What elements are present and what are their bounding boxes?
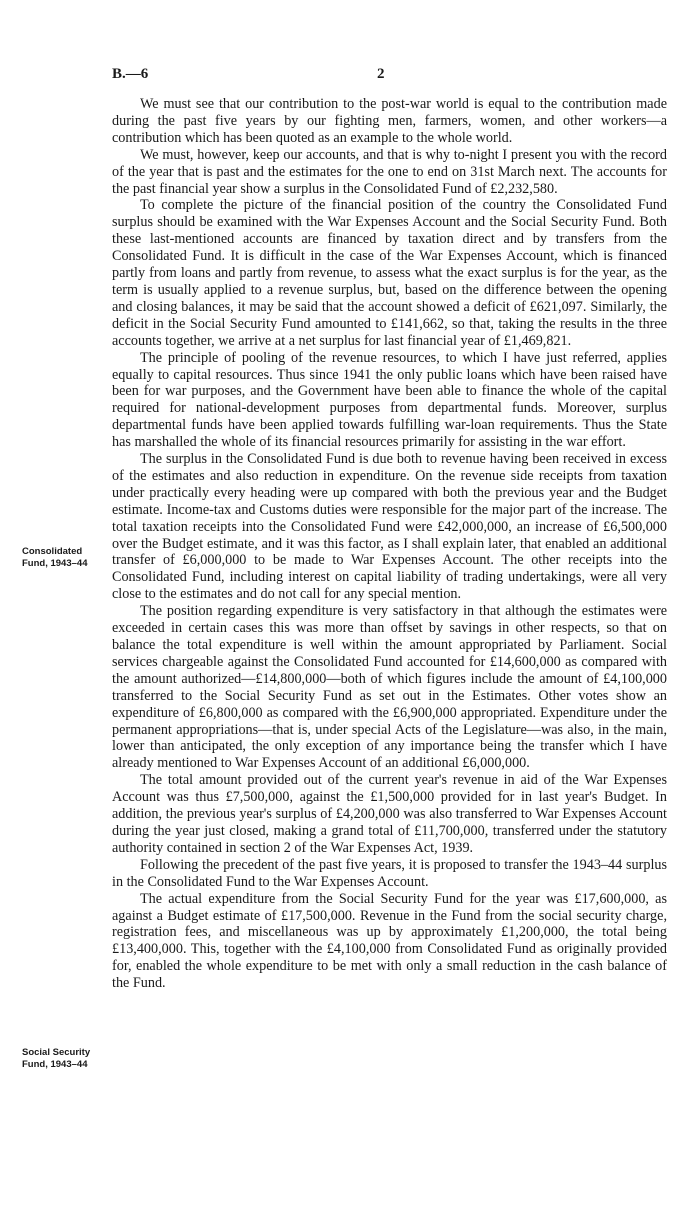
margin-note-line: Fund, 1943–44 bbox=[22, 557, 88, 569]
margin-note-line: Fund, 1943–44 bbox=[22, 1058, 88, 1070]
paragraph-financial-position: To complete the picture of the financial position of the country the Consolidated Fund surplus should be examined with the War Expenses Account and the Social Security Fund. Both these last-mentioned accounts are financed by taxation direct and by transfers from the Consolidated Fund. It is difficult in the case of the War Expenses Account, which is financed partly from loans and partly from revenue, to assess what the exact surplus is for the year, as the term is usually applied to a revenue surplus, but, based on the difference between the opening and closing balances, it may be said that the account showed a deficit of £621,097. Similarly, the deficit in the Social Security Fund amounted to £141,662, so that, taking the results in the three accounts together, we arrive at a net surplus for last financial year of £1,469,821. bbox=[112, 197, 667, 349]
paragraph-intro: We must see that our contribution to the post-war world is equal to the contribution made during the past five years by our fighting men, farmers, women, and other workers—a contribution which has been quoted as an example to the whole world. bbox=[112, 96, 667, 146]
paragraph-expenditure: The position regarding expenditure is very satisfactory in that although the estimates were exceeded in certain cases this was more than offset by savings in other respects, so that on balance the total expenditure is well within the amount appropriated by Parliament. Social services chargeable against the Consolidated Fund accounted for £14,600,000 as compared with the amount authorized—£14,800,000—both of which figures include the amount of £4,100,000 transferred to the Social Security Fund as set out in the Estimates. Other votes show an expenditure of £6,800,000 as compared with the £6,900,000 appropriated. Expenditure under the permanent appropriations—that is, under special Acts of the Legislature—was also, in the main, lower than anticipated, the only exception of any importance being the transfer which I have already mentioned to War Expenses Account of an additional £6,000,000. bbox=[112, 603, 667, 772]
body-text bbox=[112, 96, 667, 992]
paragraph-accounts: We must, however, keep our accounts, and that is why to-night I present you with the record of the year that is past and the estimates for the one to end on 31st March next. The accounts for the past financial year show a surplus in the Consolidated Fund of £2,232,580. bbox=[112, 146, 667, 197]
paragraph-consolidated-surplus: The surplus in the Consolidated Fund is due both to revenue having been received in excess of the estimates and also reduction in expenditure. On the revenue side receipts from taxation under practically every heading were up compared with both the previous year and the Budget estimate. Income-tax and Customs duties were responsible for the major part of the increase. The total taxation receipts into the Consolidated Fund were £42,000,000, an increase of £6,500,000 over the Budget estimate, and it was this factor, as I shall explain later, that enabled an additional transfer of £6,000,000 to be made to War Expenses Account. The other receipts into the Consolidated Fund, including interest on capital liability of trading undertakings, were all very close to the estimates and do not call for any special mention. bbox=[112, 451, 667, 603]
margin-note-line: Social Security bbox=[22, 1047, 91, 1058]
margin-note-social-security-fund bbox=[22, 1047, 108, 1070]
page-number: 2 bbox=[377, 66, 385, 82]
page-header bbox=[112, 66, 667, 88]
paragraph-social-security: The actual expenditure from the Social Security Fund for the year was £17,600,000, as against a Budget estimate of £17,500,000. Revenue in the Fund from the social security charge, registration fees, and miscellaneous was up by approximately £1,200,000, the total being £13,400,000. This, together with the £4,100,000 from Consolidated Fund as originally provided for, enabled the whole expenditure to be met with only a small reduction in the cash balance of the Fund. bbox=[112, 890, 667, 992]
margin-note-consolidated-fund bbox=[22, 546, 108, 569]
paragraph-war-expenses: The total amount provided out of the current year's revenue in aid of the War Expenses Account was thus £7,500,000, against the £1,500,000 provided for in last year's Budget. In addition, the previous year's surplus of £4,200,000 was also transferred to War Expenses Account during the year just closed, making a grand total of £11,700,000, transferred under the statutory authority contained in section 2 of the War Expenses Act, 1939. bbox=[112, 772, 667, 856]
paragraph-transfer-proposal: Following the precedent of the past five years, it is proposed to transfer the 1943–44 surplus in the Consolidated Fund to the War Expenses Account. bbox=[112, 856, 667, 890]
document-reference: B.—6 bbox=[112, 66, 149, 82]
margin-note-line: Consolidated bbox=[22, 546, 83, 557]
paragraph-pooling: The principle of pooling of the revenue resources, to which I have just referred, applies equally to capital resources. Thus since 1941 the only public loans which have been raised have been for war purposes, and the Government have been able to finance the whole of the capital required for national-development purposes from departmental funds. Moreover, surplus departmental funds have been applied towards fulfilling war-loan requirements. Thus the State has marshalled the whole of its financial resources primarily for assisting in the war effort. bbox=[112, 349, 667, 451]
